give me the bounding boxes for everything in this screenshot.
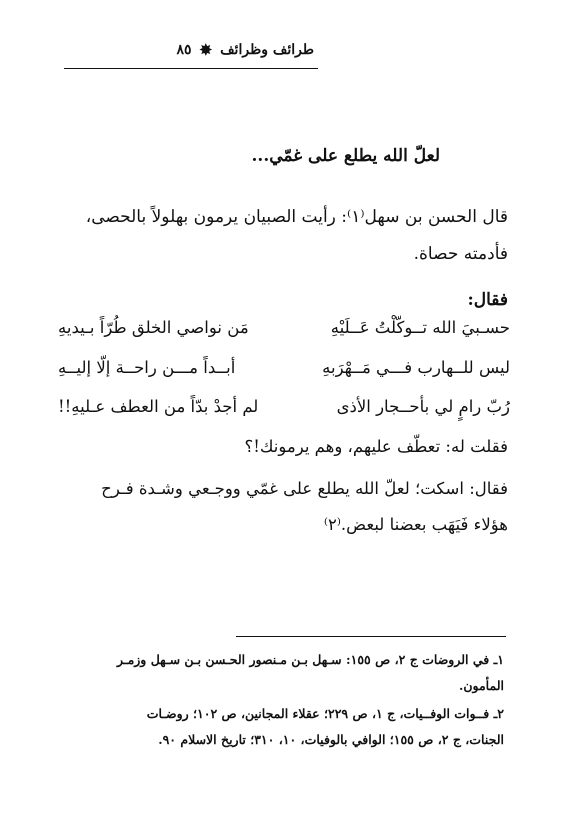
dialog-answer-line-2: هؤلاء فَيَهَب بعضنا لبعض.⁽٢⁾ (323, 515, 508, 535)
verse-second-hemistich: أبــداً مـــن راحــة إلّا إليــهِ (58, 358, 236, 377)
poem-verse (58, 358, 510, 388)
section-title: لعلّ الله يطلع على غمّي... (251, 146, 440, 166)
dialog-question: فقلت له: تعطّف عليهم، وهم يرمونك!؟ (244, 437, 508, 456)
intro-line-1: قال الحسن بن سهل⁽١⁾: رأيت الصبيان يرمون بهلولاً بالحصى، (85, 207, 508, 227)
footnote-1-line-1: ١ـ في الروضات ج ٢، ص ١٥٥: سـهل بـن مـنصور الحـسن بـن سـهل وزمـر (117, 652, 504, 667)
footnote-2-line-2: الجنات، ج ٢، ص ١٥٥؛ الوافي بالوفيات، ١٠، ٣١٠؛ تاريخ الاسلام ٩٠. (158, 732, 504, 748)
dialog-answer-line-1: فقال: اسكت؛ لعلّ الله يطلع على غمّي ووجـعي وشـدة فـرح (101, 479, 508, 498)
verse-second-hemistich: مَن نواصي الخلق طُرّاً بـيديهِ (58, 318, 249, 337)
footnote-1-line-2: المأمون. (458, 678, 504, 694)
footnote-2-line-1: ٢ـ فــوات الوفــيات، ج ١، ص ٢٢٩؛ عقلاء المجانين، ص ١٠٢؛ روضـات (146, 706, 504, 721)
footnote-rule (236, 636, 506, 637)
poem-verse (58, 397, 510, 427)
poem-verse (58, 318, 510, 348)
verse-second-hemistich: لم أجدْ بدّاً من العطف عـليهِ!! (58, 397, 259, 416)
footnote-1 (72, 652, 504, 695)
running-header (64, 38, 314, 62)
verse-first-hemistich: حسـبيَ الله تــوكّلْتُ عَــلَيْهِ (330, 318, 510, 337)
verse-first-hemistich: ليس للــهارب فـــي مَــهْرَبهِ (322, 358, 510, 377)
verse-first-hemistich: رُبّ رامٍ لي بأحــجار الأذى (336, 397, 510, 416)
footnote-2 (72, 706, 504, 749)
header-rule (64, 68, 318, 69)
star-ornament-icon: ✸ (199, 40, 213, 59)
intro-line-2: فأدمته حصاة. (413, 243, 508, 264)
book-title: طرائف وظرائف (220, 42, 314, 58)
page-number: ٨٥ (176, 42, 192, 58)
speech-label: فقال: (467, 290, 508, 310)
dialog-answer (58, 478, 508, 537)
intro-paragraph (58, 206, 508, 266)
